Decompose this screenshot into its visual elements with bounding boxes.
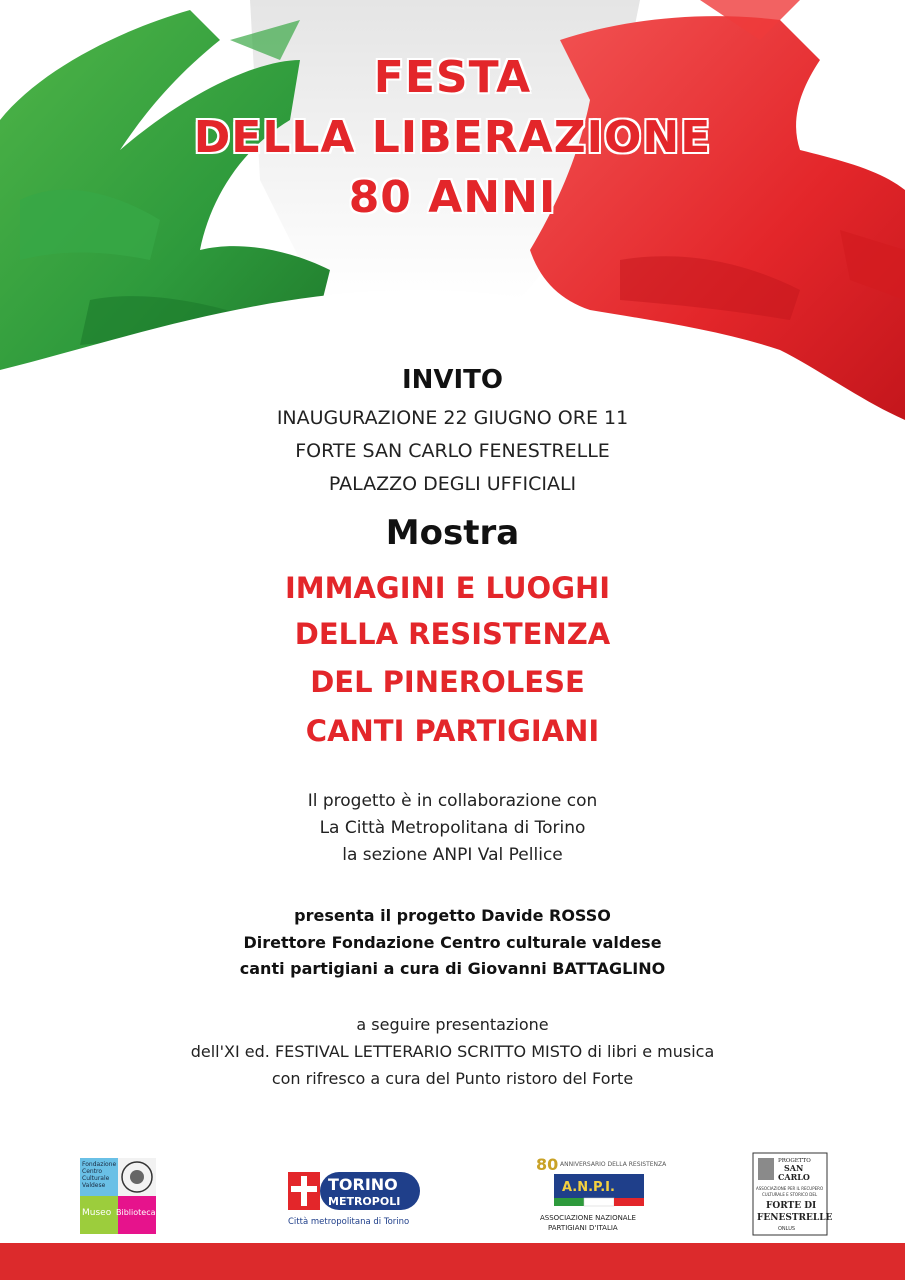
mostra-line-2: DELLA RESISTENZA xyxy=(294,617,611,651)
invito-line-2: FORTE SAN CARLO FENESTRELLE xyxy=(295,440,610,462)
footer-red-bar xyxy=(0,1243,905,1280)
invito-heading: INVITO xyxy=(401,365,504,395)
sancarlo-line-1: PROGETTO xyxy=(778,1158,811,1164)
anpi-logo xyxy=(534,1152,667,1236)
title-line-1: FESTA xyxy=(373,52,532,103)
sancarlo-line-8: ONLUS xyxy=(778,1226,796,1232)
seguire-line-1: a seguire presentazione xyxy=(356,1015,549,1034)
presenta-line-1: presenta il progetto Davide ROSSO xyxy=(294,906,611,925)
anpi-top-text: ANNIVERSARIO DELLA RESISTENZA xyxy=(560,1161,667,1168)
seguire-line-2: dell'XI ed. FESTIVAL LETTERARIO SCRITTO MISTO di libri e musica xyxy=(190,1042,715,1061)
seguire-line-3: con rifresco a cura del Punto ristoro del Forte xyxy=(271,1069,634,1088)
sancarlo-line-3: CARLO xyxy=(778,1172,810,1182)
title-line-2: DELLA LIBERAZIONE xyxy=(193,112,712,163)
sancarlo-line-6: FORTE DI xyxy=(766,1201,817,1211)
anpi-sub-1: ASSOCIAZIONE NAZIONALE xyxy=(540,1214,636,1222)
valdese-text-1: Fondazione xyxy=(82,1161,117,1168)
torino-subtitle: Città metropolitana di Torino xyxy=(288,1217,410,1227)
anpi-name: A.N.P.I. xyxy=(562,1180,615,1195)
valdese-text-3: Culturale xyxy=(82,1175,110,1182)
sancarlo-line-4: ASSOCIAZIONE PER IL RECUPERO xyxy=(756,1186,824,1191)
collab-line-1: Il progetto è in collaborazione con xyxy=(307,791,598,811)
sancarlo-line-2: SAN xyxy=(784,1163,804,1173)
anpi-sub-2: PARTIGIANI D'ITALIA xyxy=(548,1224,618,1232)
sancarlo-line-7: FENESTRELLE xyxy=(757,1213,833,1223)
valdese-text-2: Centro xyxy=(82,1168,103,1175)
anpi-top-number: 80 xyxy=(536,1155,559,1174)
torino-name-2: METROPOLI xyxy=(328,1195,401,1208)
title-line-3: 80 ANNI xyxy=(348,172,557,223)
invito-line-1: INAUGURAZIONE 22 GIUGNO ORE 11 xyxy=(276,407,629,429)
sancarlo-logo xyxy=(752,1152,833,1236)
valdese-logo xyxy=(80,1158,156,1234)
mostra-heading: Mostra xyxy=(385,513,520,553)
collab-line-2: La Città Metropolitana di Torino xyxy=(319,818,586,838)
valdese-museo: Museo xyxy=(82,1208,112,1218)
mostra-line-4: CANTI PARTIGIANI xyxy=(305,714,600,748)
valdese-text-4: Valdese xyxy=(82,1182,106,1189)
mostra-line-3: DEL PINEROLESE xyxy=(310,665,585,699)
torino-metropoli-logo xyxy=(288,1168,420,1230)
invito-line-3: PALAZZO DEGLI UFFICIALI xyxy=(328,473,577,495)
sancarlo-line-5: CULTURALE E STORICO DEL xyxy=(762,1192,818,1197)
collab-line-3: la sezione ANPI Val Pellice xyxy=(342,845,563,865)
mostra-line-1: IMMAGINI E LUOGHI xyxy=(284,571,611,605)
valdese-biblioteca: Biblioteca xyxy=(116,1208,156,1217)
torino-name-1: TORINO xyxy=(328,1175,398,1194)
presenta-line-2: Direttore Fondazione Centro culturale valdese xyxy=(243,933,662,952)
presenta-line-3: canti partigiani a cura di Giovanni BATTAGLINO xyxy=(239,959,666,978)
